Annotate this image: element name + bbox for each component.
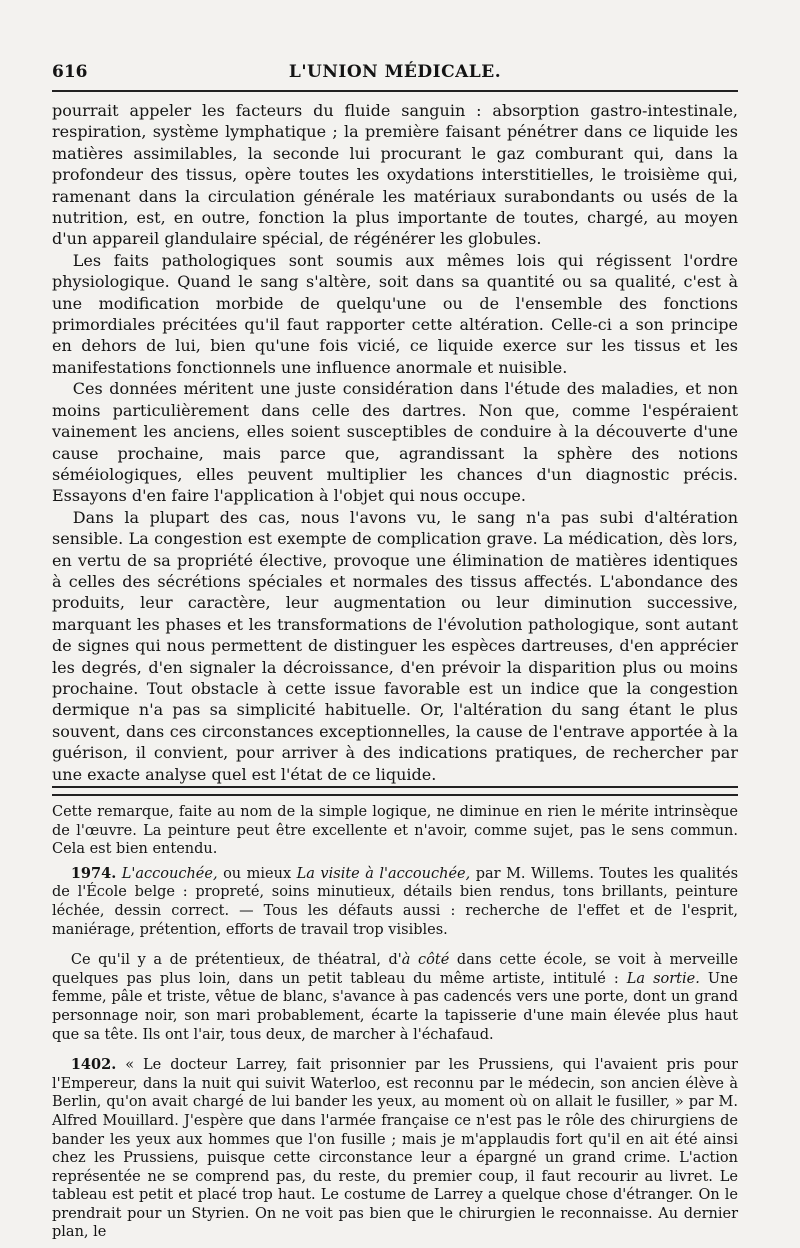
article-paragraph: pourrait appeler les facteurs du fluide sanguin : absorption gastro-intestinale, respiration, système lymphatique ; la première faisant pénétrer dans ce liquide les matières assimilables, la seconde lui procurant le gaz comburant qui, dans la profondeur des tissus, opère toutes les oxydations interstitielles, le troisième qui, ramenant dans la circulation générale les matériaux surabondants ou usés de la nutrition, est, en outre, fonction la plus importante de toutes, chargé, au moyen d'un appareil glandulaire spécial, de régénérer les globules. xyxy=(52,101,738,249)
critique-paragraph xyxy=(52,951,738,1044)
critique-text: Une femme, pâle et triste, vêtue de blanc, s'avance à pas cadencés vers une porte, dont un grand personnage noir, son mari probablement, écarte la tapisserie d'une main élevée plus haut que sa tête. Ils ont l'air, tous deux, de marcher à l'échafaud. xyxy=(52,970,739,1043)
critique-text: Ce qu'il y a de prétentieux, de théatral, d' xyxy=(70,952,402,969)
artwork-title: La sortie. xyxy=(626,970,700,987)
artwork-title-alt: La visite à l'accouchée, xyxy=(296,865,471,882)
catalogue-entry-1974 xyxy=(52,865,738,939)
entry-text: par M. Willems. Toutes les qualités de l'École belge : propreté, soins minutieux, détails bien rendus, tons brillants, peinture léchée, dessin correct. — Tous les défauts aussi : recherche de l'effet et de l'esprit, maniérage, prétention, efforts de travail trop visibles. xyxy=(52,865,739,938)
page-header xyxy=(52,62,738,86)
emphasis: à côté xyxy=(401,952,450,969)
running-title: L'UNION MÉDICALE. xyxy=(288,62,502,82)
artwork-title: L'accouchée, xyxy=(121,865,218,882)
entry-number: 1974. xyxy=(70,864,117,882)
main-article xyxy=(52,100,738,785)
entry-number: 1402. xyxy=(70,1056,117,1074)
critique-text: dans cette école, se voit à merveille quelques pas plus loin, dans un petit tableau du même artiste, intitulé : xyxy=(52,952,739,987)
catalogue-entry-1402 xyxy=(52,1056,738,1242)
article-paragraph: Ces données méritent une juste considération dans l'étude des maladies, et non moins particulièrement dans celle des dartres. Non que, comme l'espéraient vainement les anciens, elles soient susceptibles de conduire à la découverte d'une cause prochaine, mais parce que, agrandissant la sphère des notions séméiologiques, elles peuvent multiplier les chances d'un diagnostic précis. Essayons d'en faire l'application à l'objet qui nous occupe. xyxy=(52,379,738,506)
feuilleton-intro: Cette remarque, faite au nom de la simple logique, ne diminue en rien le mérite intrinsèque de l'œuvre. La peinture peut être excellente et n'avoir, comme sujet, pas le sens commun. Cela est bien entendu. xyxy=(52,804,738,858)
article-paragraph: Les faits pathologiques sont soumis aux mêmes lois qui régissent l'ordre physiologique. Quand le sang s'altère, soit dans sa quantité ou sa qualité, c'est à une modification morbide de quelqu'une ou de l'ensemble des fonctions primordiales précitées qu'il faut rapporter cette altération. Celle-ci a son principe en dehors de lui, bien qu'une fois vicié, ce liquide exerce sur les tissus et les manifestations fonctionnels une influence anormale et nuisible. xyxy=(52,250,738,377)
feuilleton-separator xyxy=(52,786,738,796)
entry-text: ou mieux xyxy=(217,865,297,882)
header-rule xyxy=(52,90,738,92)
entry-text: « Le docteur Larrey, fait prisonnier par les Prussiens, qui l'avaient pris pour l'Empereur, dans la nuit qui suivit Waterloo, est reconnu par le médecin, son ancien élève à Berlin, qu'on avait chargé de lui bander les yeux, au moment où on allait le fusiller, » par M. Alfred Mouillard. J'espère que dans l'armée française ce n'est pas le rôle des chirurgiens de bander les yeux aux hommes que l'on fusille ; mais je m'applaudis fort qu'il en ait été ainsi chez les Prussiens, puisque cette circonstance leur a épargné un grand crime. L'action représentée ne se comprend pas, du reste, du premier coup, il faut recourir au livret. Le tableau est petit et placé trop haut. Le costume de Larrey a quelque chose d'étranger. On le prendrait pour un Styrien. On ne voit pas bien que le chirurgien le reconnaisse. Au dernier plan, le xyxy=(52,1057,738,1241)
feuilleton-section xyxy=(52,803,738,1242)
page-number: 616 xyxy=(52,62,88,82)
article-paragraph: Dans la plupart des cas, nous l'avons vu, le sang n'a pas subi d'altération sensible. La congestion est exempte de complication grave. La médication, dès lors, en vertu de sa propriété élective, provoque une élimination de matières identiques à celles des sécrétions spéciales et normales des tissus affectés. L'abondance des produits, leur caractère, leur augmentation ou leur diminution successive, marquant les phases et les transformations de l'évolution pathologique, sont autant de signes qui nous permettent de distinguer les espèces dartreuses, d'en apprécier les degrés, d'en signaler la décroissance, d'en prévoir la disparition plus ou moins prochaine. Tout obstacle à cette issue favorable est un indice que la congestion dermique n'a pas sa simplicité habituelle. Or, l'altération du sang étant le plus souvent, dans ces circonstances exceptionnelles, la cause de l'entrave apportée à la guérison, il convient, pour arriver à des indications pratiques, de rechercher par une exacte analyse quel est l'état de ce liquide. xyxy=(52,507,738,784)
